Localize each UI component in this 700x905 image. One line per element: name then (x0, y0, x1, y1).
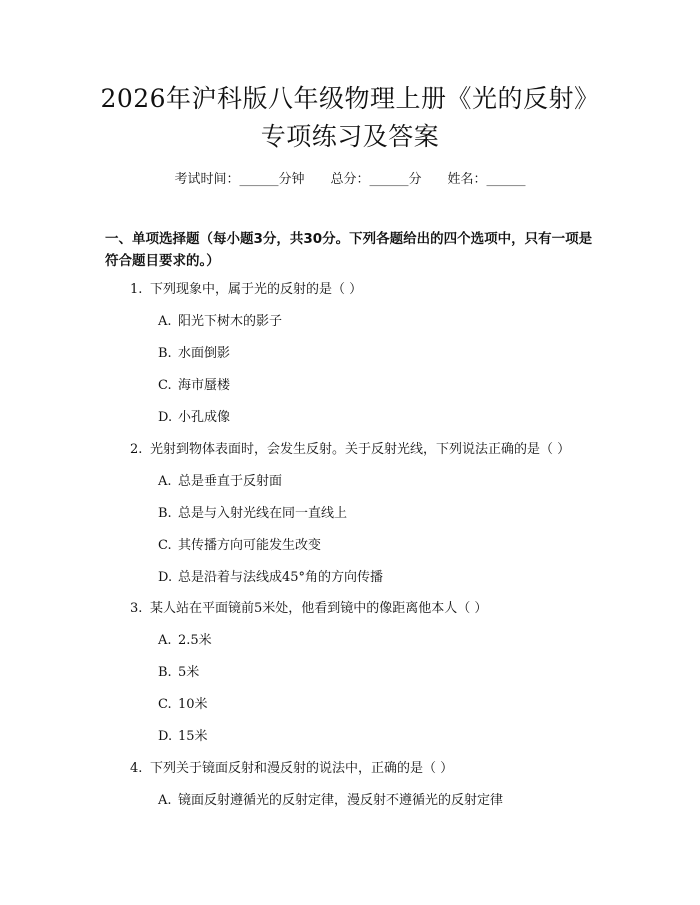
option-letter: A. (158, 314, 172, 329)
question-3-option-d (158, 728, 208, 746)
question-2-option-a (158, 473, 282, 491)
option-letter: C. (158, 378, 172, 393)
option-letter: D. (158, 410, 173, 425)
exam-name: 姓名：______ (447, 172, 526, 187)
option-text: 小孔成像 (178, 410, 231, 425)
question-1-option-c (158, 377, 230, 395)
question-number: 3. (130, 601, 143, 616)
exam-time: 考试时间：______分钟 (174, 172, 305, 187)
question-3-option-a (158, 632, 212, 650)
exam-score: 总分：______分 (330, 172, 422, 187)
question-2-option-c (158, 537, 321, 555)
option-letter: A. (158, 793, 172, 808)
question-text: 光射到物体表面时，会发生反射。关于反射光线，下列说法正确的是（ ） (150, 442, 571, 457)
question-4-option-a (158, 792, 503, 810)
option-text: 海市蜃楼 (178, 378, 231, 393)
option-letter: B. (158, 346, 172, 361)
exam-meta (0, 168, 700, 187)
question-text: 下列关于镜面反射和漫反射的说法中，正确的是（ ） (150, 761, 454, 776)
question-number: 1. (130, 282, 143, 297)
option-letter: C. (158, 538, 172, 553)
option-text: 总是沿着与法线成45°角的方向传播 (178, 570, 384, 585)
option-text: 2.5米 (178, 633, 212, 648)
question-1-option-d (158, 409, 230, 427)
option-letter: D. (158, 729, 173, 744)
question-number: 2. (130, 442, 143, 457)
question-text: 下列现象中，属于光的反射的是（ ） (150, 282, 363, 297)
option-letter: A. (158, 474, 172, 489)
section-heading: 一、单项选择题（每小题3分，共30分。下列各题给出的四个选项中，只有一项是符合题目要求的。） (105, 231, 593, 269)
option-text: 阳光下树木的影子 (178, 314, 283, 329)
question-1 (130, 281, 362, 299)
option-text: 15米 (178, 729, 208, 744)
question-number: 4. (130, 761, 143, 776)
question-4 (130, 760, 453, 778)
option-text: 总是与入射光线在同一直线上 (178, 506, 348, 521)
option-letter: B. (158, 665, 172, 680)
question-1-option-a (158, 313, 282, 331)
option-text: 5米 (178, 665, 200, 680)
option-text: 镜面反射遵循光的反射定律，漫反射不遵循光的反射定律 (178, 793, 504, 808)
document-title-line2: 专项练习及答案 (260, 122, 440, 151)
question-3-option-b (158, 664, 199, 682)
option-letter: A. (158, 633, 172, 648)
document-title-line1: 2026年沪科版八年级物理上册《光的反射》 (100, 84, 600, 113)
option-text: 10米 (178, 697, 208, 712)
option-text: 其传播方向可能发生改变 (178, 538, 322, 553)
question-2 (130, 441, 570, 459)
option-letter: C. (158, 697, 172, 712)
question-2-option-d (158, 569, 383, 587)
question-2-option-b (158, 505, 347, 523)
option-letter: D. (158, 570, 173, 585)
option-text: 总是垂直于反射面 (178, 474, 283, 489)
option-letter: B. (158, 506, 172, 521)
question-text: 某人站在平面镜前5米处，他看到镜中的像距离他本人（ ） (150, 601, 488, 616)
question-3 (130, 600, 487, 618)
question-3-option-c (158, 696, 208, 714)
question-1-option-b (158, 345, 230, 363)
option-text: 水面倒影 (178, 346, 231, 361)
